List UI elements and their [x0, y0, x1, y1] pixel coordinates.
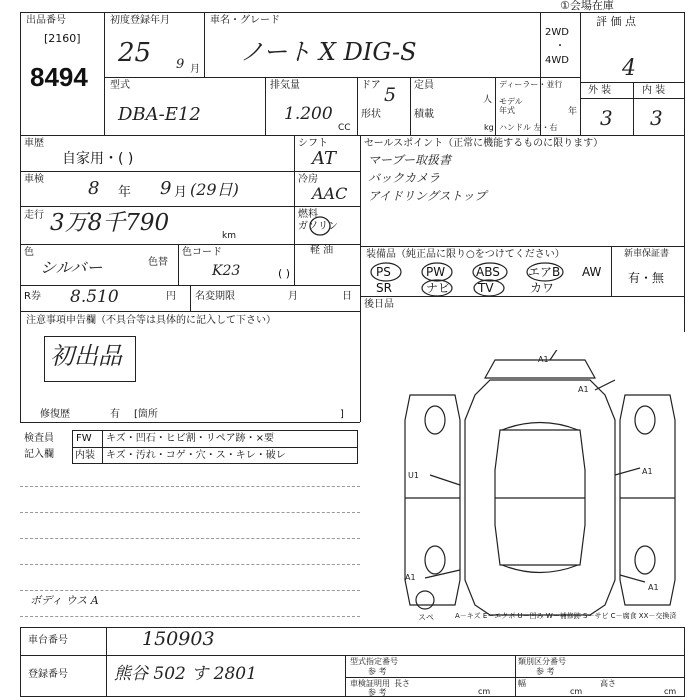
sales-points-label: セールスポイント（正常に機能するものに限ります）	[364, 138, 604, 149]
drive-dot: ・	[555, 41, 565, 52]
equip-abs: ABS	[476, 265, 500, 279]
equip-ps: PS	[376, 265, 391, 279]
capacity-label: 定員	[414, 80, 434, 91]
inspector-row2: キズ・汚れ・コゲ・穴・ス・キレ・破レ	[106, 450, 286, 461]
first-reg-year: 25	[118, 38, 152, 68]
dmg-mark-rear-left: A1	[405, 573, 416, 582]
equipment-label: 装備品（純正品に限り○をつけてください）	[366, 249, 565, 260]
chassis-value: 150903	[142, 628, 215, 650]
color-label: 色	[24, 247, 34, 258]
cert-label: 車検証明用	[350, 679, 390, 688]
dealer-label: ディーラー・並行	[499, 80, 563, 89]
repair-location: [箇所	[134, 409, 158, 420]
sales-point-1: マーブー取扱書	[368, 153, 452, 167]
handle-label: ハンドル 左・右	[499, 123, 558, 132]
equip-aw: AW	[582, 265, 602, 279]
warranty-label: 新車保証書	[624, 249, 670, 259]
equip-airbag: エアB	[528, 265, 561, 279]
width-label: 幅	[518, 679, 526, 688]
exterior-label: 外 装	[588, 85, 612, 96]
damage-legend: A－キズ E－エクボ U－凹み W－補修跡 S－サビ C－腐食 XX－交換済	[455, 612, 677, 620]
name-grade-label: 車名・グレード	[210, 15, 280, 26]
month-unit: 月	[190, 64, 200, 75]
inspector-row1: キズ・凹石・ヒビ割・リペア跡・×要	[106, 433, 274, 444]
dmg-mark-rear-right: A1	[648, 583, 659, 592]
inspection-year: 8	[88, 178, 100, 199]
model-year-label: モデル年式	[499, 97, 523, 115]
exterior-value: 3	[600, 106, 613, 130]
equip-navi: ナビ	[426, 281, 451, 295]
model-label: 型式	[110, 80, 130, 91]
equip-pw: PW	[426, 265, 446, 279]
repair-history-label: 修復歴	[40, 409, 70, 420]
drive-2wd: 2WD	[545, 27, 569, 38]
inspection-year-unit: 年	[118, 185, 132, 200]
score-label: 評 価 点	[596, 15, 636, 28]
color-code-value: K23	[212, 263, 241, 279]
equip-tv: TV	[478, 281, 494, 295]
fuel-diesel: 軽 油	[310, 245, 334, 256]
recycle-value: 8.510	[70, 287, 119, 307]
first-reg-month: 9	[176, 57, 185, 72]
width-unit: cm	[570, 687, 583, 696]
warranty-value: 有・無	[628, 271, 665, 285]
entry-label: 記入欄	[24, 449, 54, 460]
sales-point-2: バックカメラ	[368, 171, 441, 185]
shift-label: シフト	[298, 138, 328, 149]
reg-label: 登録番号	[28, 669, 68, 680]
repair-close: ]	[340, 409, 344, 420]
inspection-label: 車検	[24, 174, 44, 185]
car-damage-diagram	[400, 350, 680, 625]
reg-value: 熊谷 502 す 2801	[114, 664, 257, 684]
load-label: 積載	[414, 109, 434, 120]
type-designation-label: 型式指定番号	[350, 657, 398, 666]
interior-value: 3	[650, 106, 663, 130]
color-value: シルバー	[40, 258, 103, 277]
dmg-mark-right: A1	[642, 467, 653, 476]
inspector-fw: FW	[76, 433, 92, 444]
cert-reference: 参 考	[368, 688, 387, 697]
type-reference: 参 考	[368, 667, 387, 676]
doors-label: ドア	[361, 80, 381, 91]
displacement-label: 排気量	[270, 80, 300, 91]
name-change-day: 日	[342, 291, 352, 302]
mileage-unit: km	[222, 231, 236, 241]
handwritten-note: 初出品	[50, 342, 122, 370]
history-label: 車歴	[24, 138, 44, 149]
name-grade-value: ノート X DIG-S	[240, 38, 417, 66]
gasoline-circle	[294, 214, 334, 238]
fuel-label: 燃料	[298, 209, 318, 220]
interior-label: 内 装	[642, 85, 666, 96]
height-unit: cm	[664, 687, 677, 696]
model-value: DBA-E12	[118, 104, 201, 125]
length-label: 長さ	[394, 679, 410, 688]
name-change-label: 名変期限	[195, 291, 235, 302]
yen-unit: 円	[166, 291, 176, 302]
fuel-gasoline: ガソリン	[298, 221, 338, 232]
displacement-value: 1.200	[284, 104, 333, 124]
recycle-label: R券	[24, 291, 41, 302]
load-unit: kg	[484, 123, 494, 132]
fuel-other: ( )	[278, 267, 291, 280]
inspector-label: 検査員	[24, 433, 54, 444]
history-value: 自家用・( )	[62, 151, 134, 167]
class-reference: 参 考	[536, 667, 555, 676]
mileage-value: 3万8千790	[50, 210, 170, 236]
color-code-label: 色コード	[182, 247, 222, 258]
score-value: 4	[622, 56, 636, 81]
height-label: 高さ	[600, 679, 616, 688]
lot-code: [2160]	[44, 32, 81, 45]
venue-stock-label: ①会場在庫	[560, 0, 614, 12]
shift-value: AT	[312, 148, 337, 169]
inspection-month: 9	[160, 178, 172, 199]
sales-point-3: アイドリングストップ	[368, 189, 487, 203]
spare-label: スペ	[418, 613, 434, 622]
chassis-label: 車台番号	[28, 635, 68, 646]
first-reg-label: 初度登録年月	[110, 15, 170, 26]
shape-label: 形状	[361, 109, 381, 120]
equipment-circles	[366, 260, 566, 298]
name-change-month: 月	[288, 291, 298, 302]
aircon-label: 冷房	[298, 174, 318, 185]
doors-value: 5	[384, 84, 397, 106]
dmg-mark-left: U1	[408, 471, 419, 480]
mileage-label: 走行	[24, 210, 44, 221]
class-label: 類別区分番号	[518, 657, 566, 666]
displacement-unit: CC	[338, 123, 351, 133]
inspection-day: (29日)	[190, 180, 239, 199]
repair-has: 有	[110, 409, 120, 420]
lot-label: 出品番号	[26, 15, 66, 26]
drive-4wd: 4WD	[545, 55, 569, 66]
inspector-interior: 内装	[75, 450, 95, 461]
equip-kawa: カワ	[530, 281, 555, 295]
handwritten-body-note: ボディ ウス A	[30, 594, 99, 607]
capacity-unit: 人	[483, 95, 493, 105]
inspection-month-unit: 月	[174, 185, 188, 200]
equip-sr: SR	[376, 281, 392, 295]
dmg-mark-front-right: A1	[578, 385, 589, 394]
notes-label: 注意事項申告欄（不具合等は具体的に記入して下さい）	[26, 315, 276, 326]
lot-number: 8494	[30, 62, 88, 92]
color-swap-label: 色替	[148, 257, 168, 268]
after-date-label: 後日品	[364, 299, 394, 310]
year-unit: 年	[568, 107, 578, 117]
aircon-value: AAC	[312, 184, 348, 203]
dmg-mark-front: A1	[538, 355, 549, 364]
length-unit: cm	[478, 687, 491, 696]
